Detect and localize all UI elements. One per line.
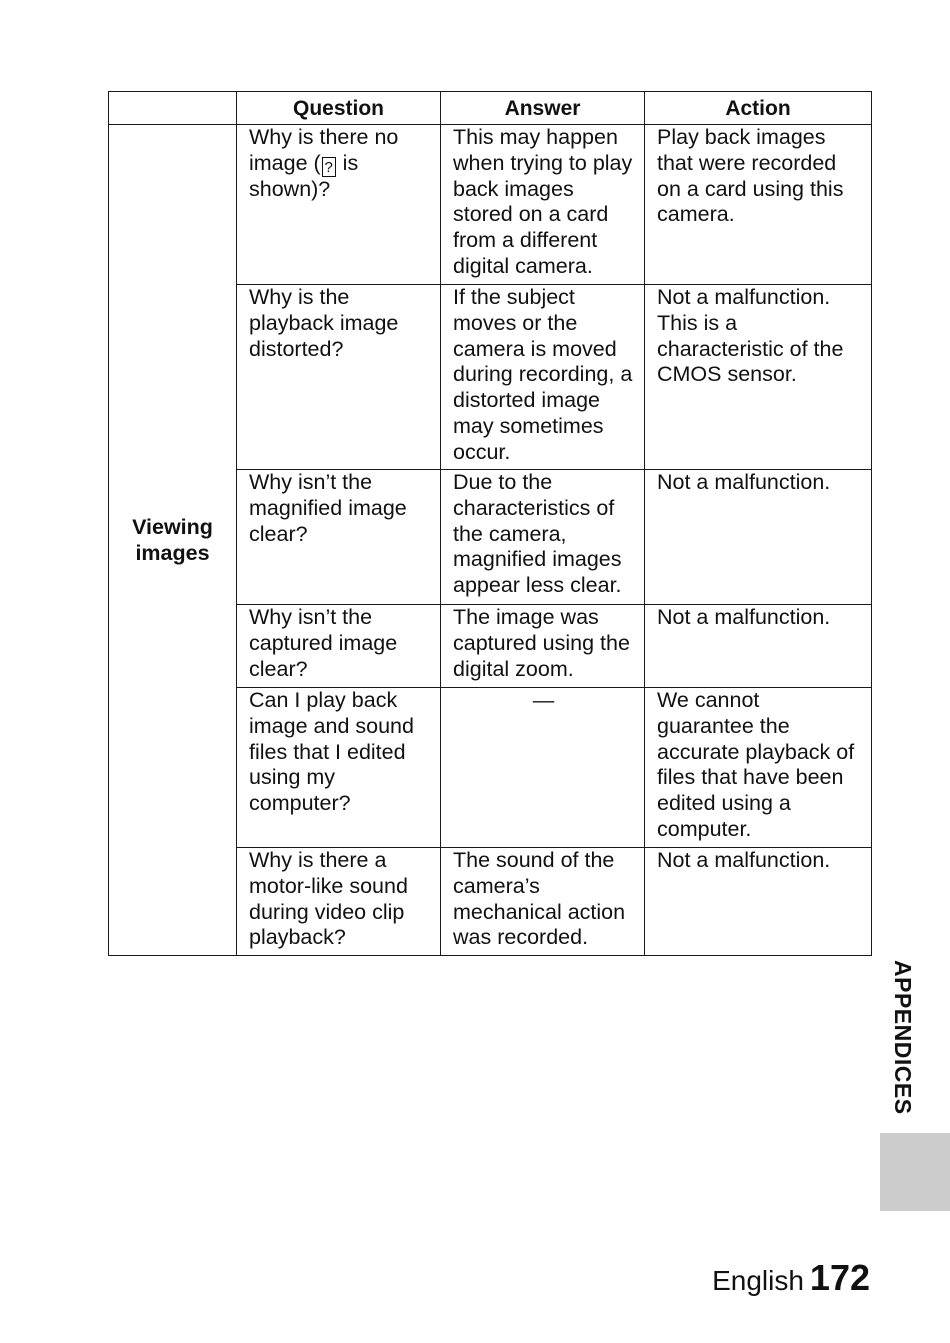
- header-category: [109, 92, 237, 125]
- action-cell: Not a malfunction. This is a characteristic of the CMOS sensor.: [645, 285, 872, 470]
- question-cell: Why is there a motor-like sound during video clip playback?: [237, 848, 441, 956]
- answer-cell: The sound of the camera’s mechanical action was recorded.: [441, 848, 645, 956]
- action-cell: Not a malfunction.: [645, 848, 872, 956]
- page-footer: [712, 1257, 870, 1299]
- header-question: Question: [237, 92, 441, 125]
- answer-cell: —: [441, 688, 645, 848]
- question-cell: Why isn’t the captured image clear?: [237, 605, 441, 688]
- action-cell: Not a malfunction.: [645, 605, 872, 688]
- section-tab-marker: [880, 1133, 950, 1211]
- answer-cell: The image was captured using the digital zoom.: [441, 605, 645, 688]
- question-cell: [237, 125, 441, 285]
- header-answer: Answer: [441, 92, 645, 125]
- section-tab-label: APPENDICES: [890, 960, 916, 1115]
- answer-cell: If the subject moves or the camera is moved during recording, a distorted image may sometimes occur.: [441, 285, 645, 470]
- question-text: is shown)?: [249, 150, 359, 201]
- question-text: Why is there no image (: [249, 125, 399, 175]
- question-mark-box-icon: ?: [322, 157, 336, 177]
- question-cell: Can I play back image and sound files that I edited using my computer?: [237, 688, 441, 848]
- question-cell: Why isn’t the magnified image clear?: [237, 470, 441, 605]
- category-cell: [109, 125, 237, 956]
- action-cell: Not a malfunction.: [645, 470, 872, 605]
- footer-language: English: [712, 1265, 804, 1296]
- table-row: [109, 125, 872, 285]
- question-cell: Why is the playback image distorted?: [237, 285, 441, 470]
- header-action: Action: [645, 92, 872, 125]
- answer-cell: Due to the characteristics of the camera, magnified images appear less clear.: [441, 470, 645, 605]
- page-number: 172: [809, 1257, 870, 1298]
- category-label: Viewing images: [132, 515, 213, 565]
- table-header-row: [109, 92, 872, 125]
- action-cell: Play back images that were recorded on a card using this camera.: [645, 125, 872, 285]
- answer-cell: This may happen when trying to play back images stored on a card from a different digital camera.: [441, 125, 645, 285]
- troubleshooting-table: [108, 91, 872, 956]
- action-cell: We cannot guarantee the accurate playback of files that have been edited using a computer.: [645, 688, 872, 848]
